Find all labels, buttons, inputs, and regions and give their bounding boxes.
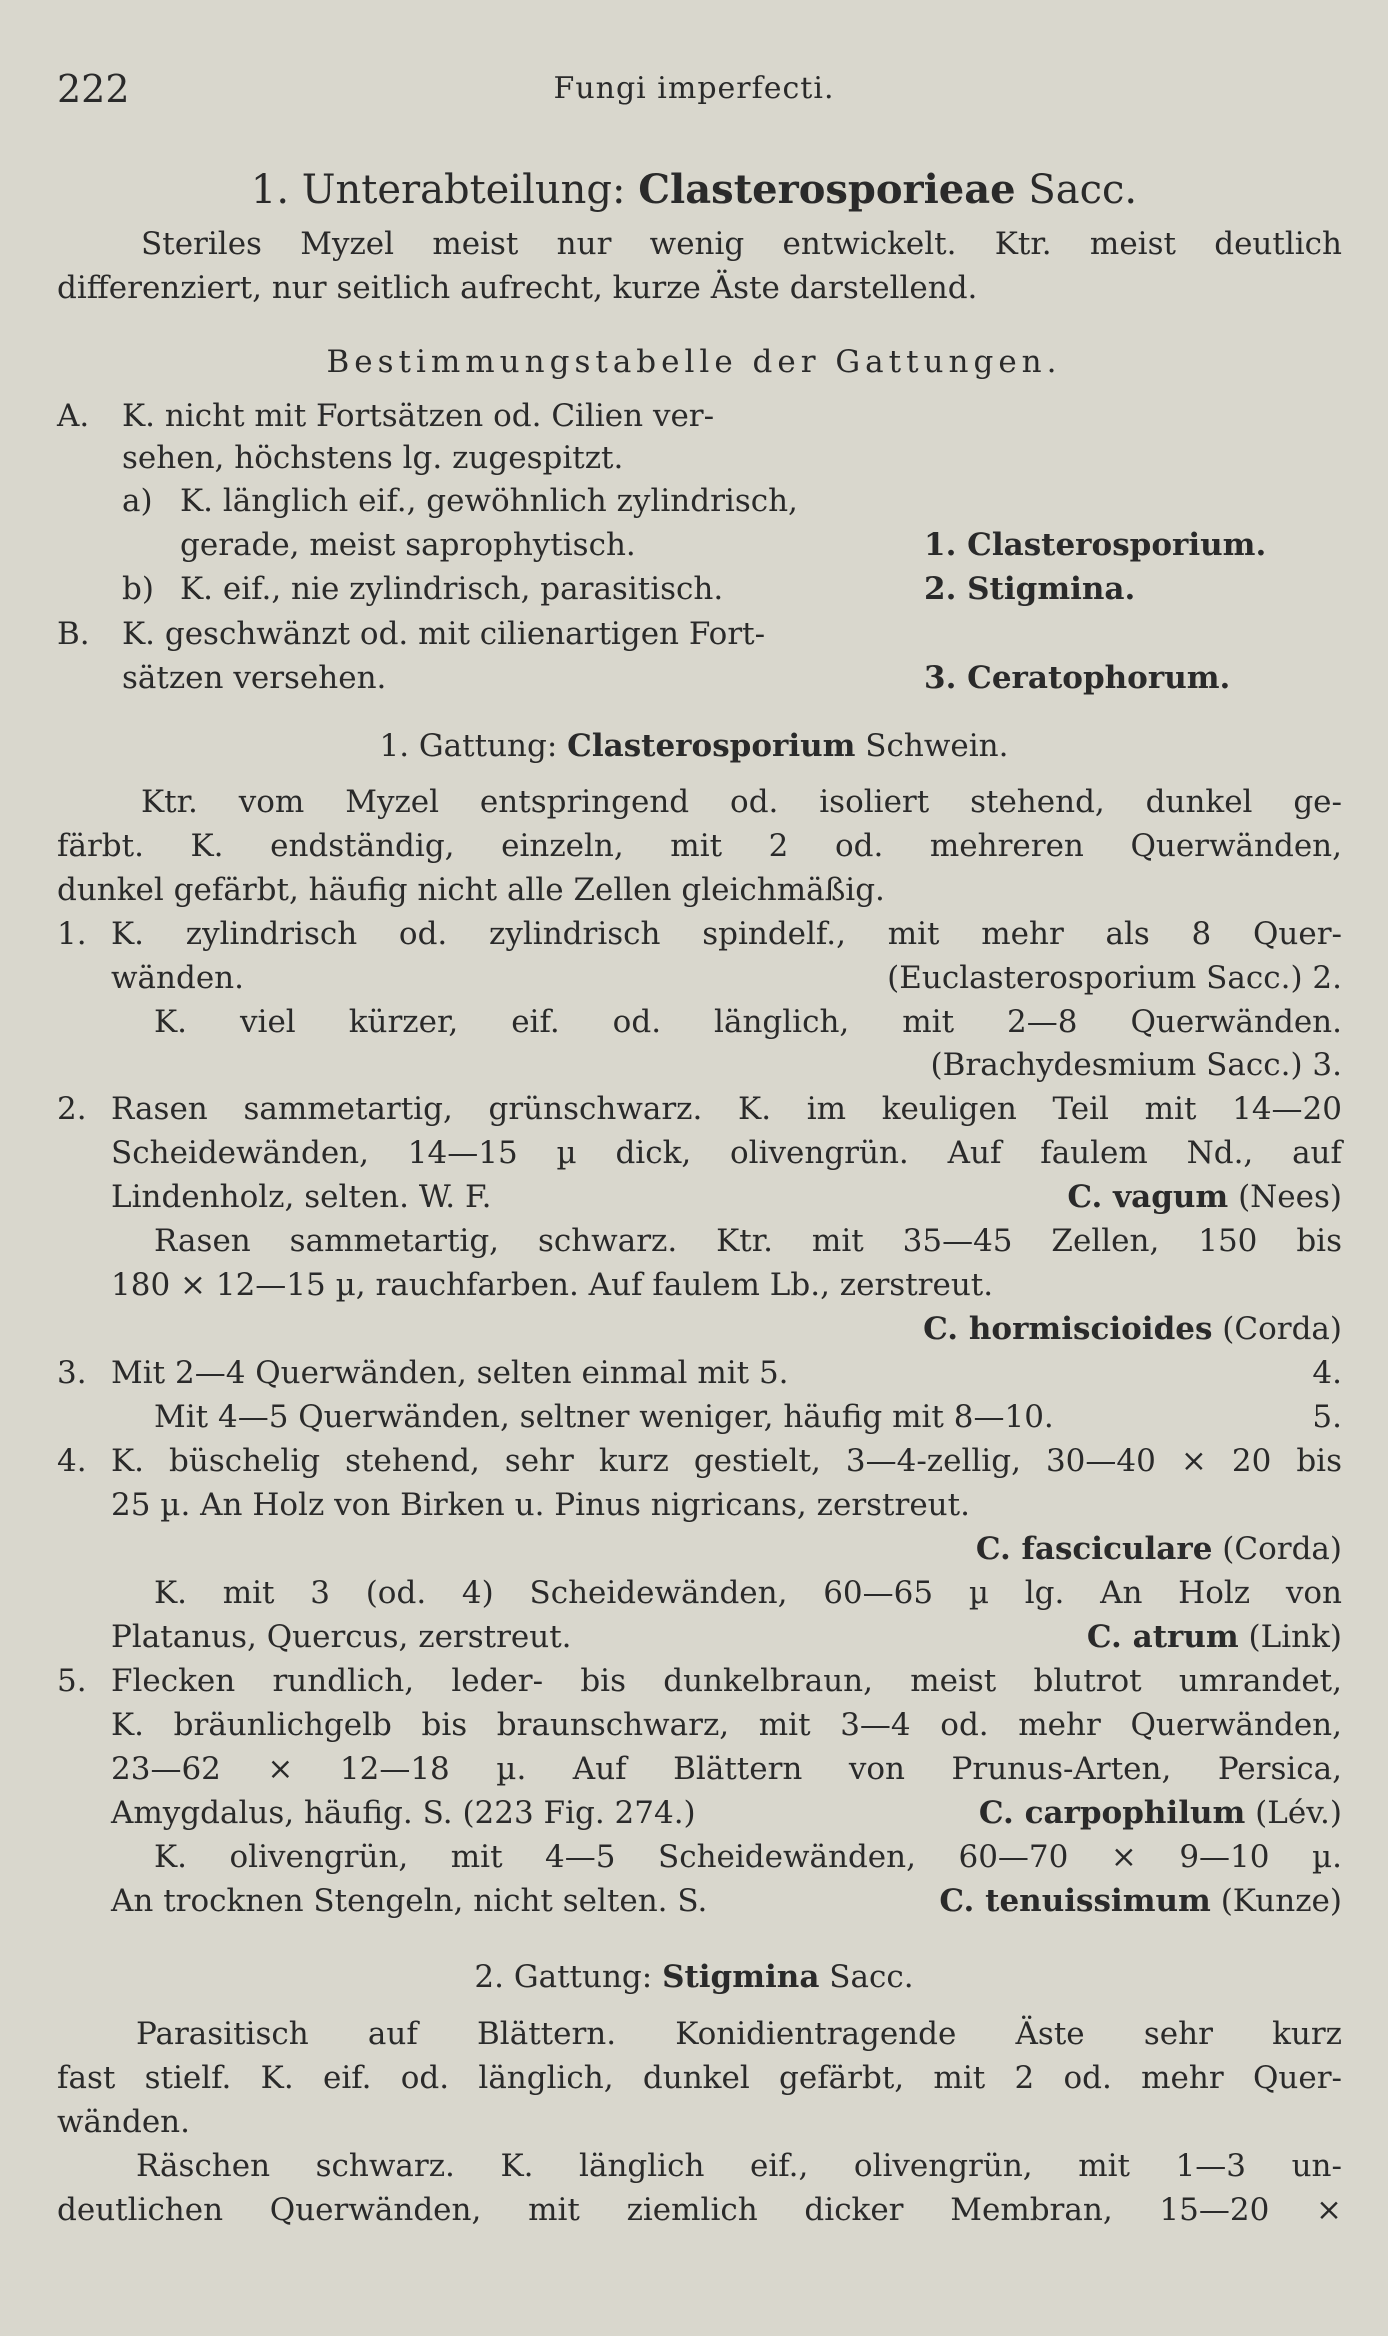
- page-number: 222: [57, 67, 130, 111]
- key-line: 180 × 12—15 µ, rauchfarben. Auf faulem Lb., zerstreut.: [111, 1267, 994, 1303]
- key-line: 5. Flecken rundlich, leder- bis dunkelbraun, meist blutrot umrandet,: [57, 1663, 1342, 1699]
- key-title: Bestimmungstabelle der Gattungen.: [326, 344, 1062, 380]
- species-name: C. fasciculare: [975, 1531, 1213, 1567]
- key-line: K. bräunlichgelb bis braunschwarz, mit 3—4 od. mehr Querwänden,: [111, 1707, 1342, 1743]
- paragraph-line: Räschen schwarz. K. länglich eif., olivengrün, mit 1—3 un-: [136, 2148, 1342, 2184]
- key-line: K. mit 3 (od. 4) Scheidewänden, 60—65 µ lg. An Holz von: [154, 1575, 1342, 1611]
- genus-heading: 2. Gattung: Stigmina Sacc.: [474, 1959, 914, 1995]
- key-line: C. hormiscioides (Corda): [923, 1311, 1342, 1347]
- key-line: Amygdalus, häufig. S. (223 Fig. 274.) C. carpophilum (Lév.): [111, 1795, 1342, 1831]
- page-header: [0, 64, 1388, 114]
- species-name: C. tenuissimum: [939, 1883, 1211, 1919]
- key-line: gerade, meist saprophytisch. 1. Clasterosporium.: [0, 523, 1388, 567]
- key-line: 3. Mit 2—4 Querwänden, selten einmal mit 5. 4.: [57, 1355, 1342, 1391]
- species-name: C. atrum: [1086, 1619, 1239, 1655]
- key-line: K. olivengrün, mit 4—5 Scheidewänden, 60—70 × 9—10 µ.: [154, 1839, 1342, 1875]
- paragraph-line: dunkel gefärbt, häufig nicht alle Zellen gleichmäßig.: [57, 872, 885, 908]
- subdivision-heading: 1. Unterabteilung: Clasterosporieae Sacc.: [250, 166, 1138, 213]
- running-title: Fungi imperfecti.: [553, 71, 835, 106]
- subdivision-name: Clasterosporieae: [638, 166, 1016, 213]
- key-line: 4. K. büschelig stehend, sehr kurz gestielt, 3—4-zellig, 30—40 × 20 bis: [57, 1443, 1342, 1479]
- species-name: C. vagum: [1067, 1179, 1229, 1215]
- key-line: K. viel kürzer, eif. od. länglich, mit 2—8 Querwänden.: [154, 1004, 1342, 1040]
- key-line: A. K. nicht mit Fortsätzen od. Cilien ver-: [57, 398, 715, 434]
- genus-ref: 1. Clasterosporium.: [924, 527, 1267, 563]
- key-line: Platanus, Quercus, zerstreut. C. atrum (Link): [111, 1619, 1342, 1655]
- key-line: wänden. (Euclasterosporium Sacc.) 2.: [111, 960, 1342, 996]
- genus-ref: 2. Stigmina.: [924, 571, 1136, 607]
- key-line: a) K. länglich eif., gewöhnlich zylindrisch,: [122, 483, 798, 519]
- key-line: An trocknen Stengeln, nicht selten. S. C. tenuissimum (Kunze): [111, 1883, 1342, 1919]
- key-line: b) K. eif., nie zylindrisch, parasitisch. 2. Stigmina.: [0, 567, 1388, 611]
- key-line: Scheidewänden, 14—15 µ dick, olivengrün. Auf faulem Nd., auf: [111, 1135, 1342, 1171]
- paragraph-line: differenziert, nur seitlich aufrecht, kurze Äste darstellend.: [57, 270, 978, 306]
- paragraph-line: Parasitisch auf Blättern. Konidientragende Äste sehr kurz: [136, 2016, 1342, 2052]
- species-name: C. carpophilum: [978, 1795, 1246, 1831]
- key-line: sehen, höchstens lg. zugespitzt.: [122, 440, 624, 476]
- genus-heading: 1. Gattung: Clasterosporium Schwein.: [379, 728, 1009, 764]
- key-line: Lindenholz, selten. W. F. C. vagum (Nees): [111, 1179, 1342, 1215]
- genus-ref: 3. Ceratophorum.: [924, 660, 1231, 696]
- key-line: B. K. geschwänzt od. mit cilienartigen Fort-: [57, 616, 766, 652]
- key-line: Rasen sammetartig, schwarz. Ktr. mit 35—45 Zellen, 150 bis: [154, 1223, 1342, 1259]
- key-line: 2. Rasen sammetartig, grünschwarz. K. im keuligen Teil mit 14—20: [57, 1091, 1342, 1127]
- species-name: C. hormiscioides: [923, 1311, 1213, 1347]
- paragraph-line: fast stielf. K. eif. od. länglich, dunkel gefärbt, mit 2 od. mehr Quer-: [57, 2060, 1342, 2096]
- paragraph-line: Ktr. vom Myzel entspringend od. isoliert stehend, dunkel ge-: [141, 784, 1342, 820]
- key-line: 23—62 × 12—18 µ. Auf Blättern von Prunus-Arten, Persica,: [111, 1751, 1342, 1787]
- paragraph-line: färbt. K. endständig, einzeln, mit 2 od. mehreren Querwänden,: [57, 828, 1342, 864]
- paragraph-line: wänden.: [57, 2104, 190, 2140]
- key-line: sätzen versehen. 3. Ceratophorum.: [0, 656, 1388, 700]
- key-line: 1. K. zylindrisch od. zylindrisch spindelf., mit mehr als 8 Quer-: [57, 916, 1342, 952]
- key-line: C. fasciculare (Corda): [975, 1531, 1342, 1567]
- key-line: Mit 4—5 Querwänden, seltner weniger, häufig mit 8—10. 5.: [154, 1399, 1342, 1435]
- key-line: 25 µ. An Holz von Birken u. Pinus nigricans, zerstreut.: [111, 1487, 970, 1523]
- key-line: (Brachydesmium Sacc.) 3.: [930, 1047, 1342, 1083]
- paragraph-line: deutlichen Querwänden, mit ziemlich dicker Membran, 15—20 ×: [57, 2192, 1342, 2228]
- paragraph-line: Steriles Myzel meist nur wenig entwickelt. Ktr. meist deutlich: [141, 226, 1342, 262]
